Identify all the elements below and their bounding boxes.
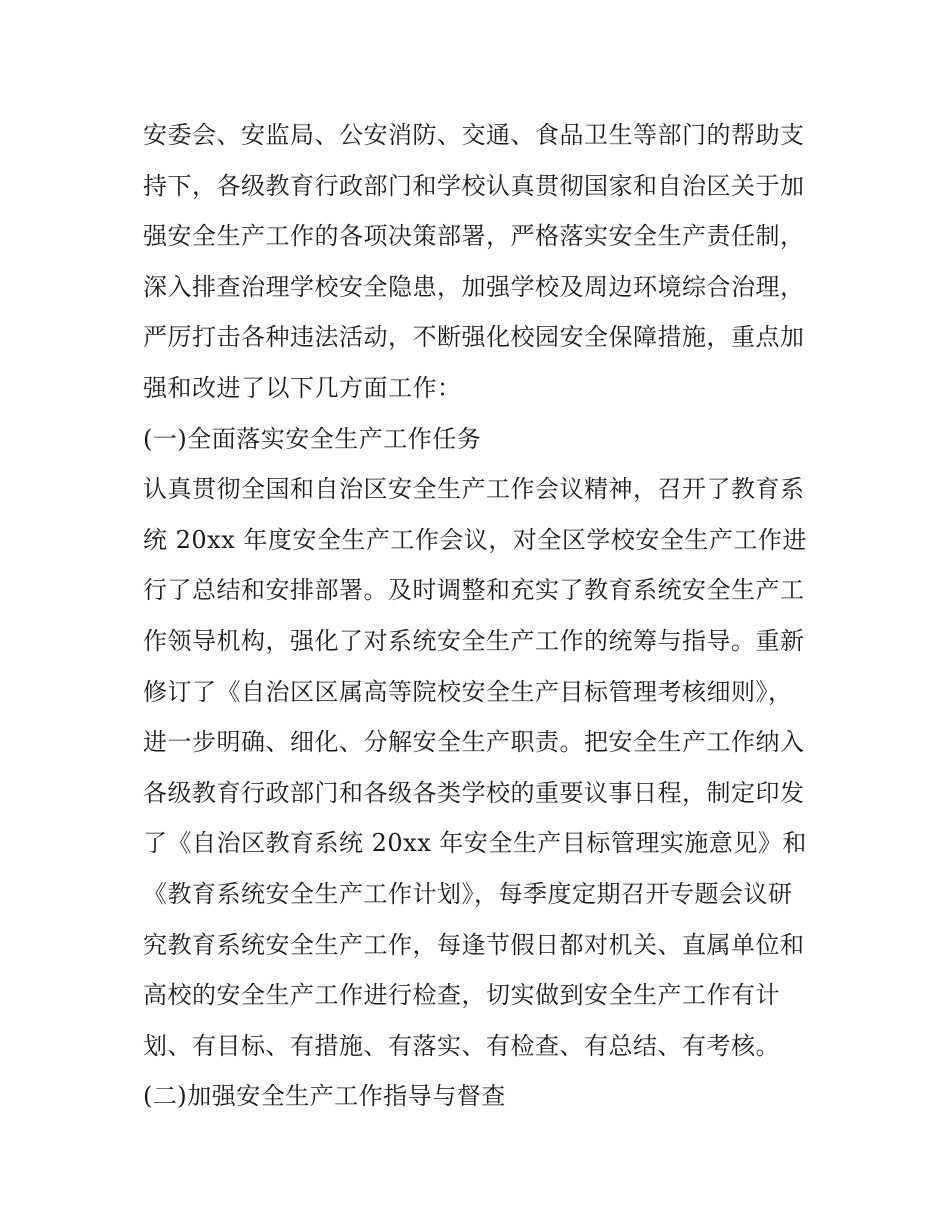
body-text-line: 各级教育行政部门和各级各类学校的重要议事日程，制定印发 xyxy=(143,778,805,807)
body-text-line: 持下，各级教育行政部门和学校认真贯彻国家和自治区关于加 xyxy=(143,171,805,200)
document-body xyxy=(143,110,823,1122)
section-heading: (二)加强安全生产工作指导与督查 xyxy=(143,1082,506,1111)
body-text-line: 高校的安全生产工作进行检查，切实做到安全生产工作有计 xyxy=(143,981,780,1010)
body-text-line: 了《自治区教育系统 20xx 年安全生产目标管理实施意见》和 xyxy=(143,829,807,858)
body-text-line: 究教育系统安全生产工作，每逢节假日都对机关、直属单位和 xyxy=(143,930,805,959)
body-text-line: 统 20xx 年度安全生产工作会议，对全区学校安全生产工作进 xyxy=(143,525,807,554)
body-text-line: 修订了《自治区区属高等院校安全生产目标管理考核细则》， xyxy=(143,677,793,706)
body-text-line: 《教育系统安全生产工作计划》，每季度定期召开专题会议研 xyxy=(143,879,793,908)
body-text-line: 强和改进了以下几方面工作： xyxy=(143,373,462,402)
body-text-line: 严厉打击各种违法活动，不断强化校园安全保障措施，重点加 xyxy=(143,323,805,352)
body-text-line: 安委会、安监局、公安消防、交通、食品卫生等部门的帮助支 xyxy=(143,121,805,149)
body-text-line: 作领导机构，强化了对系统安全生产工作的统筹与指导。重新 xyxy=(143,626,805,655)
body-text-line: 深入排查治理学校安全隐患，加强学校及周边环境综合治理， xyxy=(143,272,805,301)
section-heading: (一)全面落实安全生产工作任务 xyxy=(143,424,482,453)
body-text-line: 强安全生产工作的各项决策部署，严格落实安全生产责任制， xyxy=(143,222,805,251)
body-text-line: 认真贯彻全国和自治区安全生产工作会议精神，召开了教育系 xyxy=(143,475,805,504)
body-text-line: 行了总结和安排部署。及时调整和充实了教育系统安全生产工 xyxy=(143,576,805,605)
body-text-line: 进一步明确、细化、分解安全生产职责。把安全生产工作纳入 xyxy=(143,728,805,757)
body-text-line: 划、有目标、有措施、有落实、有检查、有总结、有考核。 xyxy=(143,1031,780,1060)
